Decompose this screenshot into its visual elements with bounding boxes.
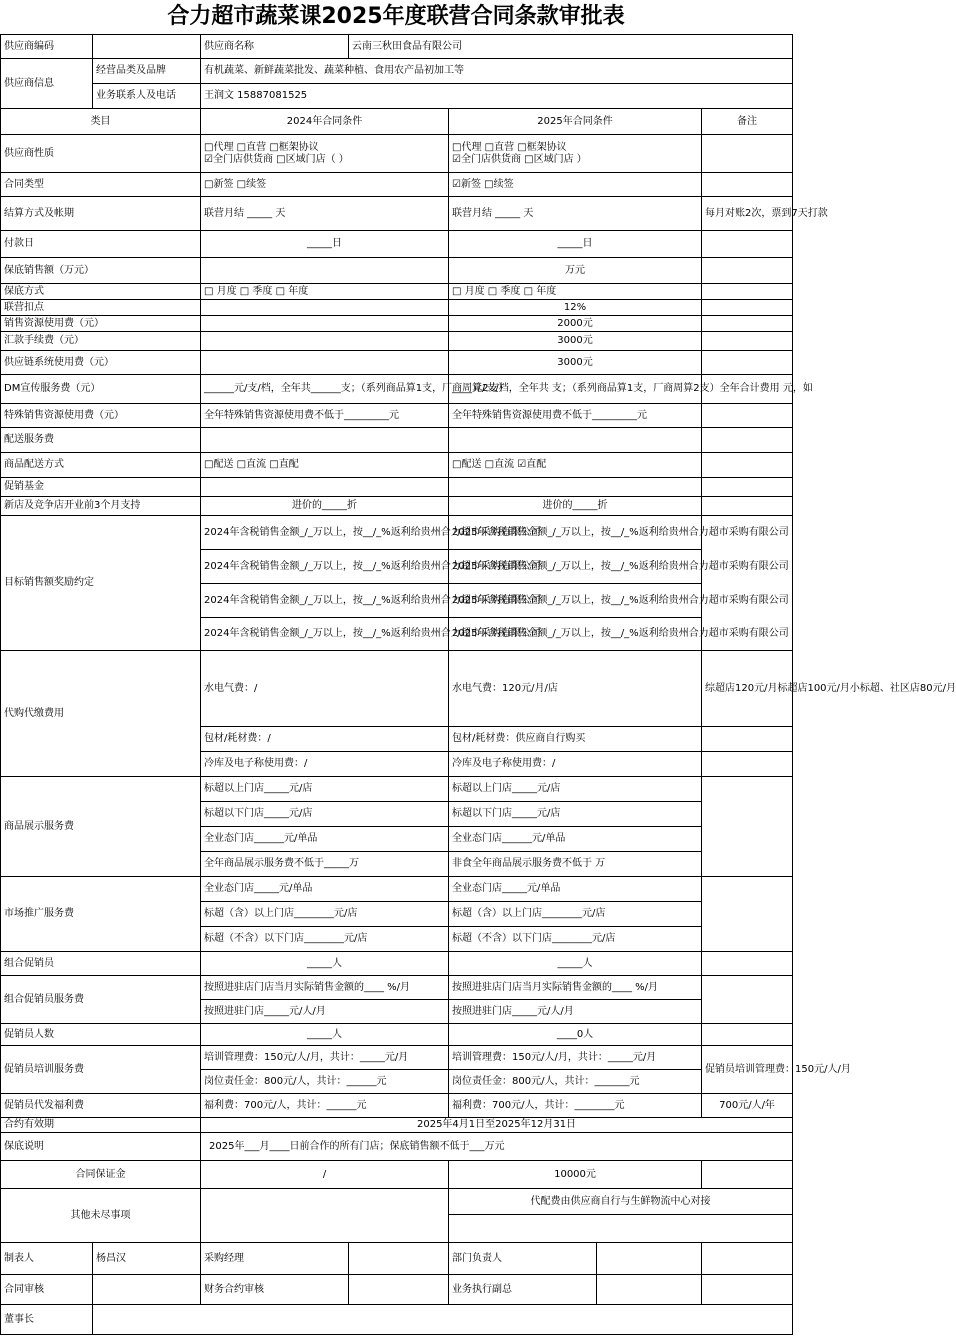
dm-row	[1, 375, 793, 404]
display-b-2024: 标超以下门店_____元/店	[201, 802, 449, 827]
agency-cold-2024: 冷库及电子称使用费：/	[201, 752, 449, 777]
agency-water-2025: 水电气费：120元/月/店	[449, 651, 702, 727]
payday-2024: _____日	[201, 231, 449, 258]
group-service-remark	[702, 976, 793, 1024]
supplier-category-label: 经营品类及品牌	[93, 59, 201, 84]
promoter-count-2024: _____人	[201, 1024, 449, 1046]
header-category: 类目	[1, 109, 201, 135]
sales-resource-remark	[702, 316, 793, 332]
remittance-2024	[201, 332, 449, 351]
promoter-count-2025: ____0人	[449, 1024, 702, 1046]
contract-type-remark	[702, 173, 793, 197]
guarantee-note-label: 保底说明	[1, 1133, 201, 1161]
deposit-2024: /	[201, 1161, 449, 1189]
dm-2024: ______元/支/档，全年共______支；（系列商品算1支，厂商周算2支）	[201, 375, 449, 404]
deposit-label: 合同保证金	[1, 1161, 201, 1189]
validity-value: 2025年4月1日至2025年12月31日	[201, 1118, 793, 1133]
marketing-remark	[702, 877, 793, 952]
agency-pack-remark	[702, 727, 793, 752]
promo-fund-2025	[449, 478, 702, 497]
group-promoter-2025: _____人	[449, 952, 702, 976]
agency-pack-2025: 包材/耗材费：供应商自行购买	[449, 727, 702, 752]
delivery-service-remark	[702, 428, 793, 453]
payday-row	[1, 231, 793, 258]
supplier-contact-row	[1, 84, 793, 109]
training-label: 促销员培训服务费	[1, 1046, 201, 1094]
supplier-code-value	[93, 35, 201, 59]
supply-chain-2025: 3000元	[449, 351, 702, 375]
settlement-remark: 每月对账2次，票到7天打款	[702, 197, 793, 231]
deduction-2025: 12%	[449, 300, 702, 316]
min-sales-label: 保底销售额（万元）	[1, 258, 201, 284]
vp-label: 业务执行副总	[449, 1275, 597, 1305]
target-label: 目标销售额奖励约定	[1, 516, 201, 651]
nature-2025-line2: ☑全门店供货商 □区域门店 ）	[452, 153, 587, 165]
supplier-contact-value: 王润文 15887081525	[201, 84, 793, 109]
deduction-row	[1, 300, 793, 316]
contract-type-2025: ☑新签 □续签	[449, 173, 702, 197]
contract-type-label: 合同类型	[1, 173, 201, 197]
agency-water-row	[1, 651, 793, 727]
audit-label: 合同审核	[1, 1275, 93, 1305]
training-b-2024: 岗位责任金：800元/人，共计：______元	[201, 1070, 449, 1094]
min-sales-remark	[702, 258, 793, 284]
welfare-2025: 福利费：700元/人，共计：________元	[449, 1094, 702, 1118]
new-store-remark	[702, 497, 793, 516]
page-title: 合力超市蔬菜课2025年度联营合同条款审批表	[167, 4, 625, 29]
sales-resource-2024	[201, 316, 449, 332]
vp-extra	[702, 1275, 793, 1305]
min-method-2024: □ 月度 □ 季度 □ 年度	[201, 284, 449, 300]
payday-label: 付款日	[1, 231, 201, 258]
remittance-row	[1, 332, 793, 351]
sales-resource-2025: 2000元	[449, 316, 702, 332]
training-a-2025: 培训管理费：150元/人/月，共计：_____元/月	[449, 1046, 702, 1070]
chairman-sign	[93, 1305, 793, 1335]
supply-chain-label: 供应链系统使用费（元）	[1, 351, 201, 375]
target-2025-1: 2025年含税销售金额_/_万以上，按__/_%返利给贵州合力超市采购有限公司	[449, 516, 702, 550]
supplier-info-label: 供应商信息	[1, 59, 93, 109]
remittance-label: 汇款手续费（元）	[1, 332, 201, 351]
special-2025: 全年特殊销售资源使用费不低于_________元	[449, 404, 702, 428]
promo-fund-label: 促销基金	[1, 478, 201, 497]
nature-2024-line2: ☑全门店供货商 □区域门店（ ）	[204, 153, 349, 165]
display-label: 商品展示服务费	[1, 777, 201, 877]
nature-2024-line1: □代理 □直营 □框架协议	[204, 141, 319, 153]
min-sales-2025: 万元	[449, 258, 702, 284]
group-promoter-row	[1, 952, 793, 976]
header-2024: 2024年合同条件	[201, 109, 449, 135]
supply-chain-row	[1, 351, 793, 375]
display-remark	[702, 777, 793, 877]
header-2025: 2025年合同条件	[449, 109, 702, 135]
training-a-2024: 培训管理费：150元/人/月，共计：_____元/月	[201, 1046, 449, 1070]
nature-2025-line1: □代理 □直营 □框架协议	[452, 141, 567, 153]
validity-row	[1, 1118, 793, 1133]
group-promoter-remark	[702, 952, 793, 976]
dept-head-extra	[702, 1243, 793, 1275]
min-method-2025: □ 月度 □ 季度 □ 年度	[449, 284, 702, 300]
group-service-label: 组合促销员服务费	[1, 976, 201, 1024]
group-promoter-label: 组合促销员	[1, 952, 201, 976]
group-service-b-2025: 按照进驻门店_____元/人/月	[449, 1000, 702, 1024]
min-sales-row	[1, 258, 793, 284]
supplier-name-label: 供应商名称	[201, 35, 349, 59]
supplier-code-label: 供应商编码	[1, 35, 93, 59]
welfare-label: 促销员代发福利费	[1, 1094, 201, 1118]
marketing-a-2024: 全业态门店_____元/单品	[201, 877, 449, 902]
other-row-1	[1, 1189, 793, 1215]
delivery-method-remark	[702, 453, 793, 478]
header-remark: 备注	[702, 109, 793, 135]
display-row-1	[1, 777, 793, 802]
new-store-2025: 进价的_____折	[449, 497, 702, 516]
guarantee-note-row	[1, 1133, 793, 1161]
promoter-count-remark	[702, 1024, 793, 1046]
welfare-remark: 700元/人/年	[702, 1094, 793, 1118]
display-a-2024: 标超以上门店_____元/店	[201, 777, 449, 802]
supplier-code-row	[1, 35, 793, 59]
promo-fund-2024	[201, 478, 449, 497]
training-b-2025: 岗位责任金：800元/人，共计：_______元	[449, 1070, 702, 1094]
payday-remark	[702, 231, 793, 258]
display-c-2024: 全业态门店______元/单品	[201, 827, 449, 852]
contract-type-2024: □新签 □续签	[201, 173, 449, 197]
other-2024	[201, 1189, 449, 1243]
delivery-service-label: 配送服务费	[1, 428, 201, 453]
special-label: 特殊销售资源使用费（元）	[1, 404, 201, 428]
deposit-row	[1, 1161, 793, 1189]
target-2025-2: 2025年含税销售金额_/_万以上，按__/_%返利给贵州合力超市采购有限公司	[449, 550, 702, 584]
special-remark	[702, 404, 793, 428]
new-store-row	[1, 497, 793, 516]
display-b-2025: 标超以下门店_____元/店	[449, 802, 702, 827]
remittance-remark	[702, 332, 793, 351]
dept-head-sign	[597, 1243, 702, 1275]
welfare-2024: 福利费：700元/人，共计：______元	[201, 1094, 449, 1118]
signature-row-3	[1, 1305, 793, 1335]
promo-fund-remark	[702, 478, 793, 497]
promoter-count-label: 促销员人数	[1, 1024, 201, 1046]
group-service-b-2024: 按照进驻门店_____元/人/月	[201, 1000, 449, 1024]
settlement-row	[1, 197, 793, 231]
dm-2025: ____元/支/档，全年共 支；（系列商品算1支，厂商周算2支）全年合计费用 元，如	[449, 375, 702, 404]
target-2025-3: 2025年含税销售金额_/_万以上，按__/_%返利给贵州合力超市采购有限公司	[449, 584, 702, 618]
delivery-method-row	[1, 453, 793, 478]
supplier-contact-label: 业务联系人及电话	[93, 84, 201, 109]
display-d-2024: 全年商品展示服务费不低于_____万	[201, 852, 449, 877]
marketing-c-2024: 标超（不含）以下门店________元/店	[201, 927, 449, 952]
min-method-row	[1, 284, 793, 300]
contract-type-row	[1, 173, 793, 197]
promoter-count-row	[1, 1024, 793, 1046]
supplier-category-value: 有机蔬菜、新鲜蔬菜批发、蔬菜种植、食用农产品初加工等	[201, 59, 793, 84]
min-method-remark	[702, 284, 793, 300]
target-row-1	[1, 516, 793, 550]
delivery-service-2024	[201, 428, 449, 453]
target-2024-4: 2024年含税销售金额_/_万以上，按__/_%返利给贵州合力超市采购有限公司	[201, 618, 449, 651]
agency-cold-remark	[702, 752, 793, 777]
purchase-manager-label: 采购经理	[201, 1243, 349, 1275]
min-method-label: 保底方式	[1, 284, 201, 300]
training-row-1	[1, 1046, 793, 1070]
special-row	[1, 404, 793, 428]
group-service-a-2025: 按照进驻店门店当月实际销售金额的____ %/月	[449, 976, 702, 1000]
target-2024-1: 2024年含税销售金额_/_万以上，按__/_%返利给贵州合力超市采购有限公司	[201, 516, 449, 550]
delivery-service-2025	[449, 428, 702, 453]
chairman-label: 董事长	[1, 1305, 93, 1335]
dm-label: DM宣传服务费（元）	[1, 375, 201, 404]
display-a-2025: 标超以上门店_____元/店	[449, 777, 702, 802]
welfare-row	[1, 1094, 793, 1118]
marketing-b-2024: 标超（含）以上门店________元/店	[201, 902, 449, 927]
special-2024: 全年特殊销售资源使用费不低于_________元	[201, 404, 449, 428]
deposit-2025: 10000元	[449, 1161, 702, 1189]
approval-form-table	[0, 34, 956, 1335]
supplier-category-row	[1, 59, 793, 84]
marketing-c-2025: 标超（不含）以下门店________元/店	[449, 927, 702, 952]
new-store-2024: 进价的_____折	[201, 497, 449, 516]
remittance-2025: 3000元	[449, 332, 702, 351]
nature-label: 供应商性质	[1, 135, 201, 173]
target-2025-4: 2025年含税销售金额_/_万以上，按__/_%返利给贵州合力超市采购有限公司	[449, 618, 702, 651]
target-2024-3: 2024年含税销售金额_/_万以上，按__/_%返利给贵州合力超市采购有限公司	[201, 584, 449, 618]
sales-resource-label: 销售资源使用费（元）	[1, 316, 201, 332]
display-c-2025: 全业态门店______元/单品	[449, 827, 702, 852]
deduction-2024	[201, 300, 449, 316]
other-label: 其他未尽事项	[1, 1189, 201, 1243]
delivery-method-2025: □配送 □直流 ☑直配	[449, 453, 702, 478]
dept-head-label: 部门负责人	[449, 1243, 597, 1275]
other-2025-blank	[449, 1215, 793, 1243]
finance-audit-sign	[349, 1275, 449, 1305]
agency-label: 代购代缴费用	[1, 651, 201, 777]
group-service-row-1	[1, 976, 793, 1000]
marketing-row-1	[1, 877, 793, 902]
table-header-row	[1, 109, 793, 135]
sales-resource-row	[1, 316, 793, 332]
other-2025: 代配费由供应商自行与生鲜物流中心对接	[449, 1189, 793, 1215]
nature-row	[1, 135, 793, 173]
delivery-service-row	[1, 428, 793, 453]
delivery-method-2024: □配送 □直流 □直配	[201, 453, 449, 478]
display-d-2025: 非食全年商品展示服务费不低于 万	[449, 852, 702, 877]
marketing-b-2025: 标超（含）以上门店________元/店	[449, 902, 702, 927]
agency-cold-2025: 冷库及电子称使用费：/	[449, 752, 702, 777]
agency-water-remark: 综超店120元/月标超店100元/月小标超、社区店80元/月	[702, 651, 793, 727]
agency-water-2024: 水电气费：/	[201, 651, 449, 727]
marketing-label: 市场推广服务费	[1, 877, 201, 952]
group-service-a-2024: 按照进驻店门店当月实际销售金额的____ %/月	[201, 976, 449, 1000]
delivery-method-label: 商品配送方式	[1, 453, 201, 478]
nature-remark	[702, 135, 793, 173]
purchase-manager-sign	[349, 1243, 449, 1275]
target-2024-2: 2024年含税销售金额_/_万以上，按__/_%返利给贵州合力超市采购有限公司	[201, 550, 449, 584]
supply-chain-2024	[201, 351, 449, 375]
deduction-remark	[702, 300, 793, 316]
signature-row-1	[1, 1243, 793, 1275]
min-sales-2024	[201, 258, 449, 284]
audit-value	[93, 1275, 201, 1305]
deposit-remark	[702, 1161, 793, 1189]
maker-label: 制表人	[1, 1243, 93, 1275]
guarantee-note-value: 2025年___月____日前合作的所有门店；保底销售额不低于___万元	[201, 1133, 793, 1161]
agency-pack-2024: 包材/耗材费：/	[201, 727, 449, 752]
settlement-2024: 联营月结 _____ 天	[201, 197, 449, 231]
training-remark: 促销员培训管理费：150元/人/月	[702, 1046, 793, 1094]
signature-row-2	[1, 1275, 793, 1305]
group-promoter-2024: _____人	[201, 952, 449, 976]
payday-2025: _____日	[449, 231, 702, 258]
vp-sign	[597, 1275, 702, 1305]
supply-chain-remark	[702, 351, 793, 375]
supplier-name-value: 云南三秋田食品有限公司	[349, 35, 793, 59]
marketing-a-2025: 全业态门店_____元/单品	[449, 877, 702, 902]
promo-fund-row	[1, 478, 793, 497]
deduction-label: 联营扣点	[1, 300, 201, 316]
nature-2024	[201, 135, 449, 173]
settlement-2025: 联营月结 _____ 天	[449, 197, 702, 231]
new-store-label: 新店及竞争店开业前3个月支持	[1, 497, 201, 516]
finance-audit-label: 财务合约审核	[201, 1275, 349, 1305]
settlement-label: 结算方式及帐期	[1, 197, 201, 231]
nature-2025	[449, 135, 702, 173]
validity-label: 合约有效期	[1, 1118, 201, 1133]
maker-value: 杨昌汉	[93, 1243, 201, 1275]
